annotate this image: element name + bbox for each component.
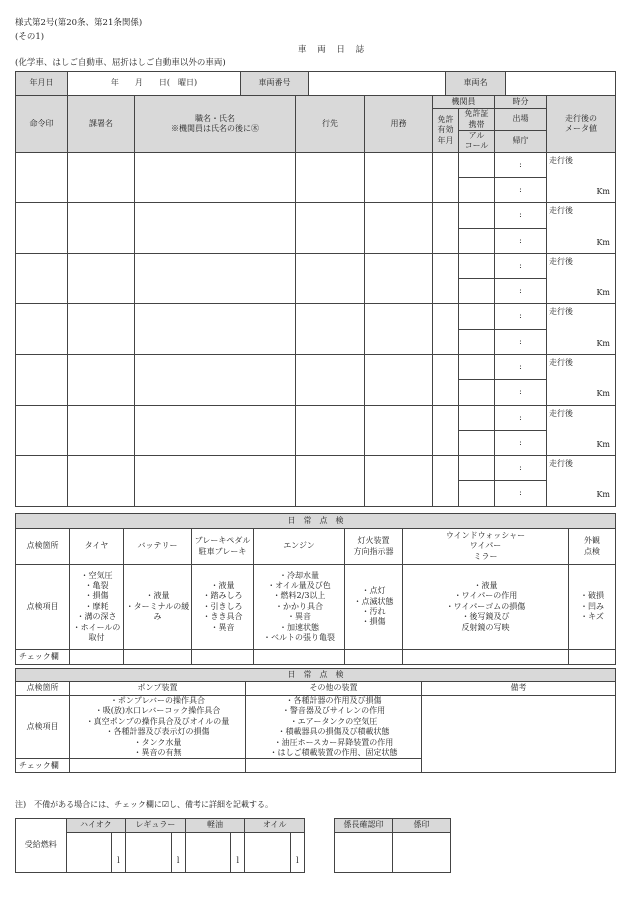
page-title: 車 両 日 誌 — [298, 45, 369, 55]
fuel-table — [15, 818, 305, 873]
items-lights: ・点灯 ・点滅状態 ・汚れ ・損傷 — [345, 565, 403, 650]
col-return: 帰庁 — [495, 131, 547, 153]
fuel-high-octane: ハイオク — [66, 819, 126, 833]
col-license-valid: 免許 有効 年月 — [433, 109, 459, 153]
meter-cell[interactable]: 走行後 Km — [547, 405, 616, 456]
fuel-unit: l — [290, 833, 304, 873]
date-field[interactable]: 年 月 日( 曜日) — [68, 72, 241, 96]
col-department: 課署名 — [68, 96, 135, 153]
fuel-unit: l — [231, 833, 245, 873]
log-row[interactable] — [16, 203, 616, 228]
cat-wiper: ウインドウォッシャー ワイパー ミラー — [403, 529, 569, 565]
log-row[interactable] — [16, 456, 616, 481]
depart-time[interactable]: : — [495, 304, 547, 329]
cat-battery: バッテリー — [124, 529, 192, 565]
log-row[interactable] — [16, 304, 616, 329]
items-exterior: ・破損 ・凹み ・キズ — [569, 565, 616, 650]
daily-inspection-title-2: 日 常 点 検 — [16, 669, 616, 682]
items-tire: ・空気圧 ・亀裂 ・損傷 ・摩耗 ・溝の深さ ・ホイールの 取付 — [70, 565, 124, 650]
check-cell[interactable] — [345, 650, 403, 665]
check-cell[interactable] — [569, 650, 616, 665]
date-label: 年月日 — [16, 72, 68, 96]
items-engine: ・冷却水量 ・オイル量及び色 ・燃料2/3以上 ・かかり具合 ・異音 ・加速状態 ・ベルトの張り亀裂 — [254, 565, 345, 650]
cat-tire: タイヤ — [70, 529, 124, 565]
fuel-label: 受給燃料 — [16, 819, 67, 873]
vehicle-log-table — [15, 95, 616, 507]
return-time[interactable]: : — [495, 430, 547, 455]
col-order-seal: 命令印 — [16, 96, 68, 153]
meter-cell[interactable]: 走行後 Km — [547, 253, 616, 304]
remarks-label: 備考 — [422, 682, 616, 696]
items-pump: ・ポンプレバーの操作具合 ・吸(放)水口レバーコック操作具合 ・真空ポンプの操作具合及びオイルの量 ・各種計器及び表示灯の損傷 ・タンク水量 ・異音の有無 — [70, 696, 246, 759]
vehicle-name-label: 車両名 — [446, 72, 506, 96]
meter-cell[interactable]: 走行後 Km — [547, 304, 616, 355]
meter-cell[interactable]: 走行後 Km — [547, 456, 616, 507]
cat-brake: ブレーキペダル 駐車ブレーキ — [192, 529, 254, 565]
depart-time[interactable]: : — [495, 203, 547, 228]
daily-inspection-title: 日 常 点 検 — [16, 514, 616, 529]
return-time[interactable]: : — [495, 178, 547, 203]
fuel-amount-field[interactable] — [66, 833, 111, 873]
form-number: 様式第2号(第20条、第21条関係) — [15, 18, 143, 28]
col-license-carry: 免許証 携帯 — [459, 109, 495, 131]
fuel-amount-field[interactable] — [245, 833, 290, 873]
cat-exterior: 外観 点検 — [569, 529, 616, 565]
items-battery: ・液量 ・ターミナルの緩み — [124, 565, 192, 650]
meter-cell[interactable]: 走行後 Km — [547, 355, 616, 406]
vehicle-name-field[interactable] — [506, 72, 616, 96]
check-cell[interactable] — [246, 759, 422, 773]
depart-time[interactable]: : — [495, 355, 547, 380]
depart-time[interactable]: : — [495, 456, 547, 481]
fuel-unit: l — [171, 833, 185, 873]
chief-seal-field[interactable] — [335, 833, 393, 873]
cat-lights: 灯火装置 方向指示器 — [345, 529, 403, 565]
fuel-diesel: 軽油 — [185, 819, 245, 833]
fuel-amount-field[interactable] — [126, 833, 171, 873]
col-operator: 機関員 — [433, 96, 495, 109]
inspection-items-label-2: 点検項目 — [16, 696, 70, 759]
items-other: ・各種計器の作用及び損傷 ・警音器及びサイレンの作用 ・エアータンクの空気圧 ・積載器具の損傷及び積載状態 ・油圧ホースカー昇降装置の作用 ・はしご積載装置の作用、固定状態 — [246, 696, 422, 759]
meter-cell[interactable]: 走行後 Km — [547, 152, 616, 203]
vehicle-number-field[interactable] — [309, 72, 446, 96]
check-cell[interactable] — [124, 650, 192, 665]
check-label: チェック欄 — [16, 650, 70, 665]
daily-inspection-table-2 — [15, 668, 616, 773]
vehicle-number-label: 車両番号 — [241, 72, 309, 96]
check-cell[interactable] — [192, 650, 254, 665]
fuel-amount-field[interactable] — [185, 833, 230, 873]
return-time[interactable]: : — [495, 380, 547, 405]
inspection-place-label-2: 点検箇所 — [16, 682, 70, 696]
col-time: 時分 — [495, 96, 547, 109]
log-row[interactable] — [16, 355, 616, 380]
items-brake: ・液量 ・踏みしろ ・引きしろ ・きき具合 ・異音 — [192, 565, 254, 650]
return-time[interactable]: : — [495, 481, 547, 506]
check-cell[interactable] — [70, 650, 124, 665]
log-row[interactable] — [16, 152, 616, 177]
chief-seal-label: 係長確認印 — [335, 819, 393, 833]
cat-other: その他の装置 — [246, 682, 422, 696]
cat-engine: エンジン — [254, 529, 345, 565]
return-time[interactable]: : — [495, 329, 547, 354]
remarks-field[interactable] — [422, 696, 616, 773]
check-cell[interactable] — [254, 650, 345, 665]
return-time[interactable]: : — [495, 279, 547, 304]
form-subtitle: (化学車、はしご自動車、屈折はしご自動車以外の車両) — [15, 58, 226, 68]
col-alcohol: アル コール — [459, 131, 495, 153]
inspection-items-label: 点検項目 — [16, 565, 70, 650]
cat-pump: ポンプ装置 — [70, 682, 246, 696]
depart-time[interactable]: : — [495, 253, 547, 278]
return-time[interactable]: : — [495, 228, 547, 253]
items-wiper: ・液量 ・ワイパーの作用 ・ワイパーゴムの損傷 ・後写鏡及び 反射鏡の写映 — [403, 565, 569, 650]
col-purpose: 用務 — [365, 96, 433, 153]
check-cell[interactable] — [70, 759, 246, 773]
fuel-regular: レギュラー — [126, 819, 186, 833]
footnote: 注) 不備がある場合には、チェック欄に☑し、備考に詳細を記載する。 — [15, 800, 274, 809]
col-meter: 走行後の メータ値 — [547, 96, 616, 153]
depart-time[interactable]: : — [495, 152, 547, 177]
log-row[interactable] — [16, 253, 616, 278]
inspection-place-label: 点検箇所 — [16, 529, 70, 565]
meter-cell[interactable]: 走行後 Km — [547, 203, 616, 254]
col-name: 職名・氏名 ※機関員は氏名の後に㊍ — [135, 96, 296, 153]
section-seal-label: 係印 — [393, 819, 451, 833]
col-destination: 行先 — [296, 96, 365, 153]
form-part: (その1) — [15, 32, 45, 42]
fuel-oil: オイル — [245, 819, 305, 833]
top-info-table — [15, 71, 616, 96]
section-seal-field[interactable] — [393, 833, 451, 873]
check-label-2: チェック欄 — [16, 759, 70, 773]
fuel-unit: l — [111, 833, 125, 873]
daily-inspection-table — [15, 513, 616, 665]
approval-table — [334, 818, 451, 873]
log-row[interactable] — [16, 405, 616, 430]
col-depart: 出場 — [495, 109, 547, 131]
check-cell[interactable] — [403, 650, 569, 665]
depart-time[interactable]: : — [495, 405, 547, 430]
